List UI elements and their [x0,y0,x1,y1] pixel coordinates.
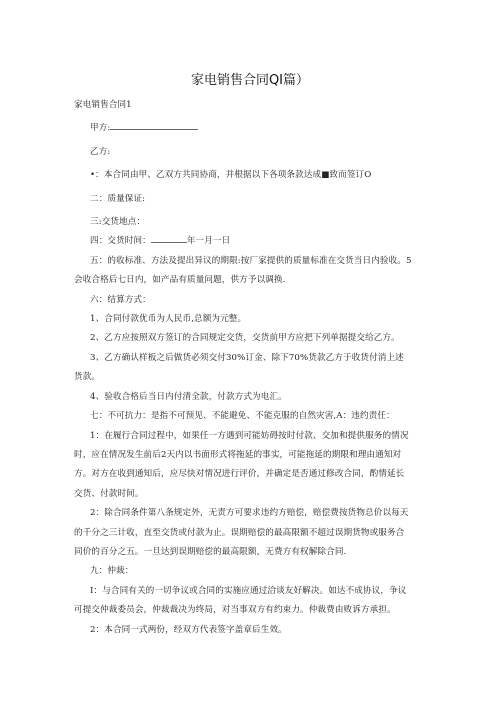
section-6-item-4: 4、验收合格后当日内付清全款，付款方式为电汇。 [90,391,287,402]
section-7: 七：不可抗力：是指不可预见、不能避免、不能克服的自然灾害,A：违约责任： [90,411,395,422]
party-a-label: 甲方: [90,123,111,134]
section-2: 二：质量保证: [90,193,146,204]
contract-subtitle: 家电销售合同1 [74,100,132,110]
section-4-date: 年一月一日 [186,236,231,247]
party-b-line: 乙方: [90,146,111,157]
section-6: 六：结算方式： [90,294,151,305]
section-3: 三:交货地点： [90,217,146,228]
intro-paragraph: •：本合同由甲、乙双方共同协商，并根据以下各项条款达成■致而签订O [90,170,372,181]
document-body [74,96,412,640]
section-6-item-3: 3、乙方确认样板之后做货必须交付30%订金、除下70%货款乙方于收货付消上述货款。 [74,352,404,383]
section-9: 九：仲裁： [90,566,134,577]
section-6-item-2: 2、乙方应按照双方签订的合同规定交货，交货前甲方应把下列单据提交给乙方。 [90,333,400,344]
section-7-item-2: 2：除合同条件第八条规定外，无责方可要求违约方赔偿，赔偿费按货物总价以每天的千分之三计收，直至交货或付款为止。误期赔偿的最高限额不超过误期货物或服务合同价的百分之五。一旦达到误期赔偿的最高限额，无费方有权解除合同. [74,508,409,557]
section-9-item-1: I：与合同有关的一切争议或合同的实施应通过洽谈友好解决。如达不成协议，争议可提交仲裁委员会，仲裁裁决为终局，对当事双方有约束力。仲裁费由败诉方承担。 [74,585,407,616]
party-a-line [74,119,412,138]
section-4-label: 四：交货时间： [90,236,151,247]
section-6-item-1: 1、合同付款优币为人民币,总额为元整。 [90,314,247,325]
section-7-item-1: 1：在履行合同过程中，如果任一方遇到可能妨碍按时付款、交加和提供服务的情况时，应在情况发生前后2天内以书面形式将拖延的事实，可能拖延的期限和理由通知对方。对方在收到通知后，应尽快对情况进行评价，并确定是否通过修改合同，酌情延长交货、付款时间。 [74,430,409,499]
party-a-blank [110,120,198,130]
section-9-item-2: 2：本合同一式两份，经双方代表签字盖章后生效。 [90,624,287,635]
delivery-date-blank [151,233,187,243]
section-5: 五：的收标准、方法及提出异议的期限:按厂家提供的质量标准在交货当日内验收。5会收合格后七日内，如产品有质量问题，供方予以调换. [74,255,412,286]
section-4 [74,232,412,251]
document-title: 家电销售合同QI篇） [190,73,310,88]
